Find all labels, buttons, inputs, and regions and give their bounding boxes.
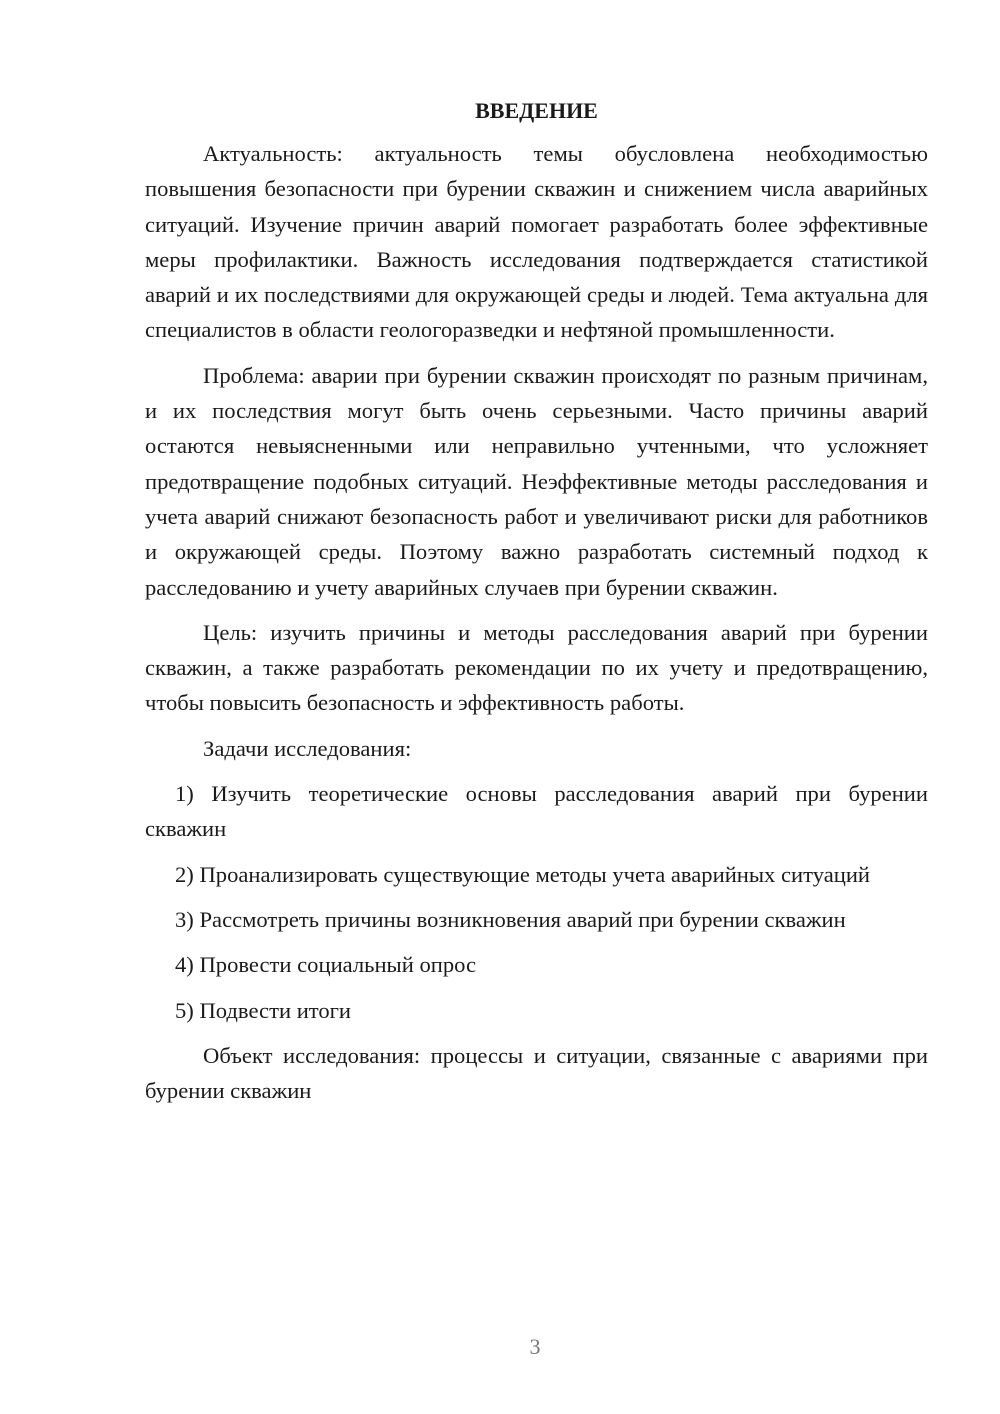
paragraph-goal: Цель: изучить причины и методы расследования аварий при бурении скважин, а также разработать рекомендации по их учету и предотвращению, чтобы повысить безопасность и эффективность работы. (145, 619, 928, 716)
paragraph-relevance: Актуальность: актуальность темы обусловлена необходимостью повышения безопасности при бурении скважин и снижением числа аварийных ситуаций. Изучение причин аварий помогает разработать более эффективные меры профилактики. Важность исследования подтверждается статистикой аварий и их последствиями для окружающей среды и людей. Тема актуальна для специалистов в области геологоразведки и нефтяной промышленности. (145, 141, 928, 343)
tasks-heading: Задачи исследования: (203, 735, 412, 761)
document-page (145, 96, 928, 1118)
paragraph-object: Объект исследования: процессы и ситуации, связанные с авариями при бурении скважин (145, 1042, 928, 1104)
page-title: ВВЕДЕНИЕ (475, 98, 598, 123)
list-item: 4) Провести социальный опрос (175, 952, 477, 978)
paragraph-problem: Проблема: аварии при бурении скважин происходят по разным причинам, и их последствия могут быть очень серьезными. Часто причины аварий остаются невыясненными или неправильно учтенными, что усложняет предотвращение подобных ситуаций. Неэффективные методы расследования и учета аварий снижают безопасность работ и увеличивают риски для работников и окружающей среды. Поэтому важно разработать системный подход к расследованию и учету аварийных случаев при бурении скважин. (145, 362, 928, 600)
list-item: 1) Изучить теоретические основы расследования аварий при бурении скважин (145, 781, 928, 842)
list-item: 2) Проанализировать существующие методы учета аварийных ситуаций (175, 861, 870, 887)
list-item: 5) Подвести итоги (175, 997, 352, 1023)
page-number: 3 (529, 1334, 541, 1359)
list-item: 3) Рассмотреть причины возникновения аварий при бурении скважин (175, 906, 846, 932)
